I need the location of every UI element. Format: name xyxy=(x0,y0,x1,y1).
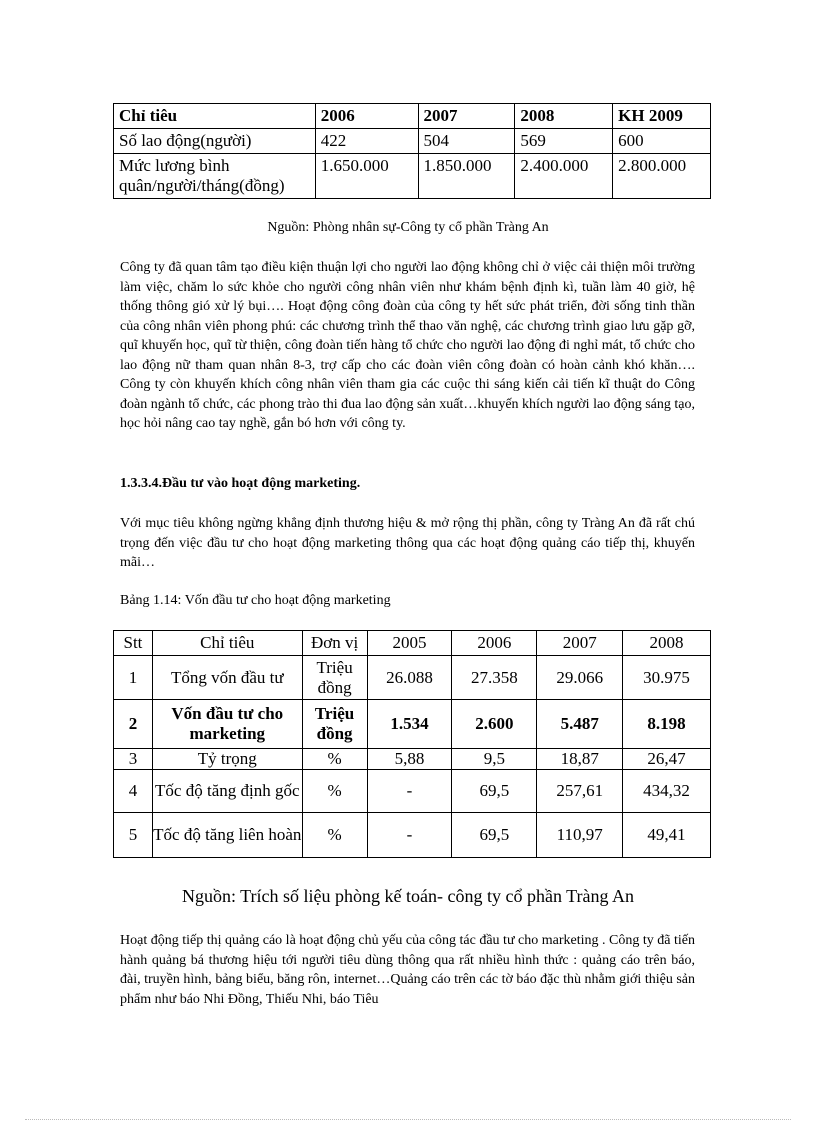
table-cell: 5.487 xyxy=(537,700,623,749)
table-header-row xyxy=(114,631,711,656)
table-row xyxy=(114,656,711,700)
table-cell: Triệu đồng xyxy=(302,656,367,700)
table-row xyxy=(114,700,711,749)
table-cell: 600 xyxy=(613,129,711,154)
labor-salary-table xyxy=(113,103,711,199)
table-header-row xyxy=(114,104,711,129)
table-header-cell: 2007 xyxy=(418,104,515,129)
table-cell: Số lao động(người) xyxy=(114,129,316,154)
table-row xyxy=(114,749,711,770)
page-footer-divider xyxy=(25,1119,791,1120)
table-cell: 26,47 xyxy=(623,749,711,770)
paragraph-employee-welfare: Công ty đã quan tâm tạo điều kiện thuận lợi cho người lao động không chỉ ở việc cải thiện môi trường làm việc, chăm lo sức khỏe cho người công nhân viên như khám bệnh định kì, tuần làm 40 giờ, hệ thống thông gió xử lý bụi…. Hoạt động công đoàn của công ty hết sức phát triển, đời sống tinh thần của công nhân viên phong phú: các chương trình thể thao văn nghệ, các chương trình giao lưu gặp gỡ, quĩ khuyến học, quĩ từ thiện, công đoàn tiến hàng tổ chức cho người lao động đi nghỉ mát, tổ chức cho lao động nữ tham quan nhân 8-3, trợ cấp cho các đoàn viên công đoàn có hoàn cảnh khó khăn…. Công ty còn khuyến khích công nhân viên tham gia các cuộc thi sáng kiến cải tiến kĩ thuật do Công đoàn ngành tổ chức, các phong trào thi đua lao động sản xuất…khuyến khích người lao động sáng tạo, học hỏi nâng cao tay nghề, gắn bó hơn với công ty. xyxy=(120,260,695,431)
table-cell: 9,5 xyxy=(452,749,537,770)
table-cell: 2.600 xyxy=(452,700,537,749)
table-cell: - xyxy=(367,770,452,813)
paragraph-advertising: Hoạt động tiếp thị quảng cáo là hoạt động chủ yếu của công tác đầu tư cho marketing . Công ty đã tiến hành quảng bá thương hiệu tới người tiêu dùng thông qua rất nhiều hình thức : quảng cáo trên báo, đài, truyền hình, bảng biểu, băng rôn, internet…Quảng cáo trên các tờ báo đặc thù nhằm giới thiệu sản phẩm như báo Nhi Đồng, Thiếu Nhi, báo Tiêu xyxy=(120,933,695,1007)
table-cell: 1.534 xyxy=(367,700,452,749)
table-cell: 110,97 xyxy=(537,813,623,858)
table-cell: Tổng vốn đầu tư xyxy=(152,656,302,700)
table1-source-note: Nguồn: Phòng nhân sự-Công ty cổ phần Tràng An xyxy=(267,220,549,235)
table-cell: % xyxy=(302,749,367,770)
table-cell: Mức lương bình quân/người/tháng(đồng) xyxy=(114,154,316,199)
table-header-cell: 2008 xyxy=(515,104,613,129)
table-cell: 422 xyxy=(315,129,418,154)
table2-caption: Bảng 1.14: Vốn đầu tư cho hoạt động marketing xyxy=(120,593,391,608)
table-header-cell: 2006 xyxy=(315,104,418,129)
table-cell: 5 xyxy=(114,813,153,858)
table-cell: 27.358 xyxy=(452,656,537,700)
table-cell: % xyxy=(302,813,367,858)
table-cell: 4 xyxy=(114,770,153,813)
table2-source-note: Nguồn: Trích số liệu phòng kế toán- công ty cổ phần Tràng An xyxy=(182,886,634,906)
table-cell: 26.088 xyxy=(367,656,452,700)
table-header-cell: 2006 xyxy=(452,631,537,656)
table-cell: Tỷ trọng xyxy=(152,749,302,770)
table-cell: 18,87 xyxy=(537,749,623,770)
table-cell: 1 xyxy=(114,656,153,700)
table-header-cell: Chỉ tiêu xyxy=(152,631,302,656)
marketing-investment-table xyxy=(113,630,711,858)
table-cell: % xyxy=(302,770,367,813)
table-cell: Tốc độ tăng liên hoàn xyxy=(152,813,302,858)
table-cell: Vốn đầu tư cho marketing xyxy=(152,700,302,749)
table-cell: 49,41 xyxy=(623,813,711,858)
table-cell: 8.198 xyxy=(623,700,711,749)
table-cell: 2 xyxy=(114,700,153,749)
table-cell: 3 xyxy=(114,749,153,770)
table-row xyxy=(114,154,711,199)
table-cell: 1.650.000 xyxy=(315,154,418,199)
table-cell: 69,5 xyxy=(452,813,537,858)
table-row xyxy=(114,129,711,154)
table-header-cell: 2005 xyxy=(367,631,452,656)
table-row xyxy=(114,813,711,858)
table-header-cell: Chỉ tiêu xyxy=(114,104,316,129)
table-header-cell: 2008 xyxy=(623,631,711,656)
table-cell: 29.066 xyxy=(537,656,623,700)
table-cell: Triệu đồng xyxy=(302,700,367,749)
table-header-cell: KH 2009 xyxy=(613,104,711,129)
table-cell: 69,5 xyxy=(452,770,537,813)
paragraph-marketing-goal: Với mục tiêu không ngừng khẳng định thương hiệu & mở rộng thị phần, công ty Tràng An đã rất chú trọng đến việc đầu tư cho hoạt động marketing thông qua các hoạt động quảng cáo tiếp thị, khuyến mãi… xyxy=(120,516,695,570)
table-cell: 1.850.000 xyxy=(418,154,515,199)
table-row xyxy=(114,770,711,813)
table-cell: 30.975 xyxy=(623,656,711,700)
table-cell: - xyxy=(367,813,452,858)
table-cell: 5,88 xyxy=(367,749,452,770)
table-cell: 434,32 xyxy=(623,770,711,813)
section-heading: 1.3.3.4.Đầu tư vào hoạt động marketing. xyxy=(120,476,361,491)
table-cell: 504 xyxy=(418,129,515,154)
table-cell: 2.800.000 xyxy=(613,154,711,199)
table-cell: 2.400.000 xyxy=(515,154,613,199)
table-header-cell: Stt xyxy=(114,631,153,656)
table-header-cell: Đơn vị xyxy=(302,631,367,656)
table-cell: Tốc độ tăng định gốc xyxy=(152,770,302,813)
table-cell: 257,61 xyxy=(537,770,623,813)
table-header-cell: 2007 xyxy=(537,631,623,656)
table-cell: 569 xyxy=(515,129,613,154)
